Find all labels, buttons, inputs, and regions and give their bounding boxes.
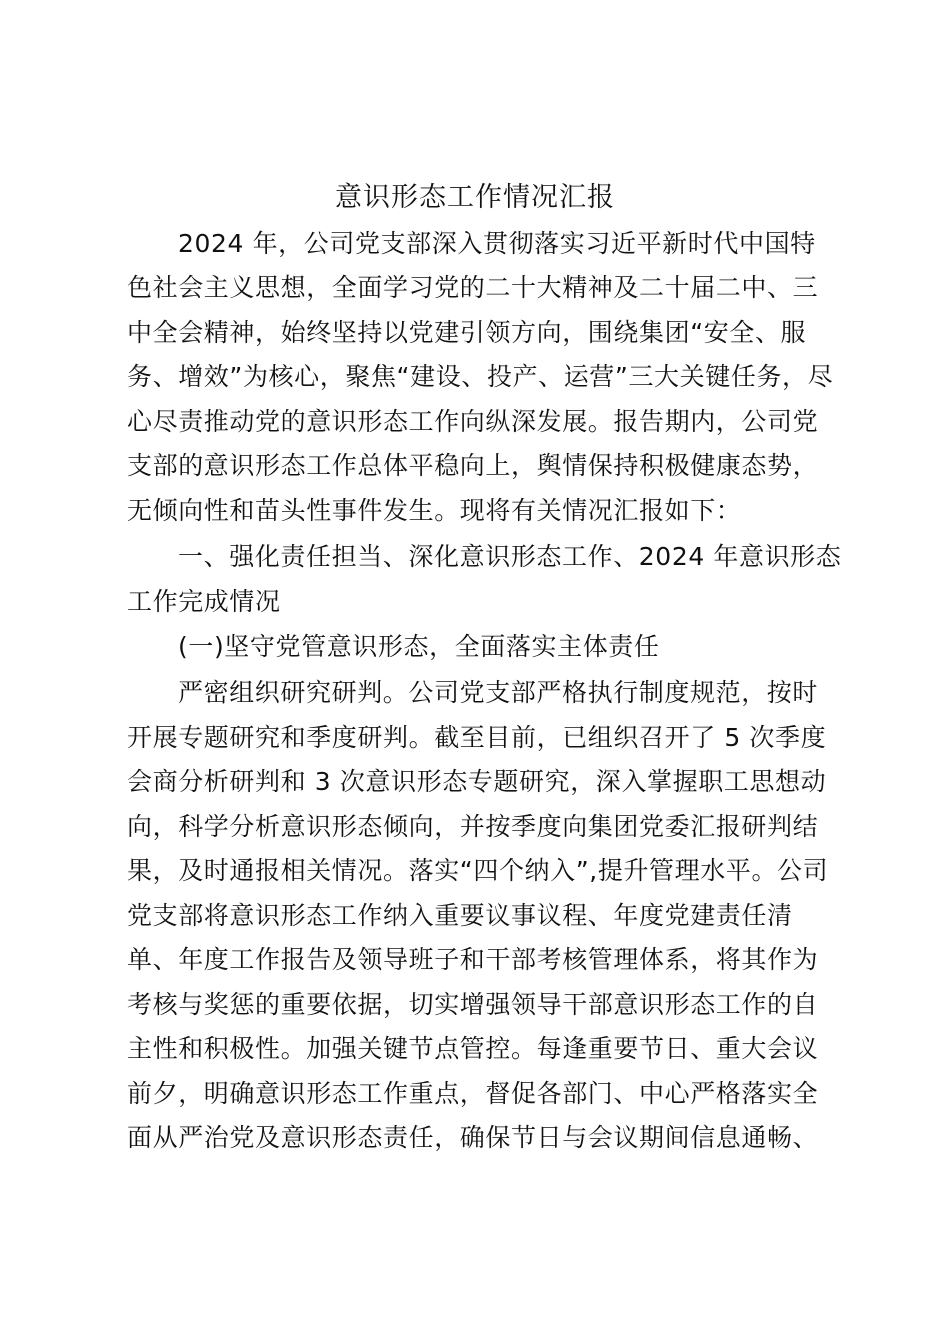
paragraph-line: 单、年度工作报告及领导班子和干部考核管理体系，将其作为 [127, 945, 819, 974]
paragraph-line: 前夕，明确意识形态工作重点，督促各部门、中心严格落实全 [127, 1079, 819, 1108]
paragraph-line: 开展专题研究和季度研判。截至目前，已组织召开了 5 次季度 [127, 723, 827, 752]
paragraph-line: 果，及时通报相关情况。落实“四个纳入”,提升管理水平。公司 [127, 856, 829, 885]
paragraph-line: 向，科学分析意识形态倾向，并按季度向集团党委汇报研判结 [127, 812, 819, 841]
paragraph-line: 心尽责推动党的意识形态工作向纵深发展。报告期内，公司党 [127, 407, 819, 436]
paragraph-line: 会商分析研判和 3 次意识形态专题研究，深入掌握职工思想动 [127, 767, 827, 796]
section-heading-line: 一、强化责任担当、深化意识形态工作、2024 年意识形态 [178, 542, 842, 571]
paragraph-line: 考核与奖惩的重要依据，切实增强领导干部意识形态工作的自 [127, 990, 819, 1019]
paragraph-line: 主性和积极性。加强关键节点管控。每逢重要节日、重大会议 [127, 1034, 819, 1063]
paragraph-line: 中全会精神，始终坚持以党建引领方向，围绕集团“安全、服 [127, 318, 807, 347]
paragraph-line: 党支部将意识形态工作纳入重要议事议程、年度党建责任清 [127, 901, 793, 930]
paragraph-line: 务、增效”为核心，聚焦“建设、投产、运营”三大关键任务，尽 [127, 362, 834, 391]
paragraph-line: 色社会主义思想，全面学习党的二十大精神及二十届二中、三 [127, 273, 819, 302]
paragraph-line: 支部的意识形态工作总体平稳向上，舆情保持积极健康态势， [127, 451, 819, 480]
subsection-heading: (一)坚守党管意识形态，全面落实主体责任 [178, 632, 660, 661]
paragraph-line: 2024 年，公司党支部深入贯彻落实习近平新时代中国特 [178, 229, 816, 258]
paragraph-line: 无倾向性和苗头性事件发生。现将有关情况汇报如下： [127, 496, 742, 525]
section-heading-line: 工作完成情况 [127, 587, 281, 616]
document-title: 意识形态工作情况汇报 [335, 182, 615, 213]
paragraph-line: 面从严治党及意识形态责任，确保节日与会议期间信息通畅、 [127, 1123, 819, 1152]
paragraph-line: 严密组织研究研判。公司党支部严格执行制度规范，按时 [178, 678, 819, 707]
